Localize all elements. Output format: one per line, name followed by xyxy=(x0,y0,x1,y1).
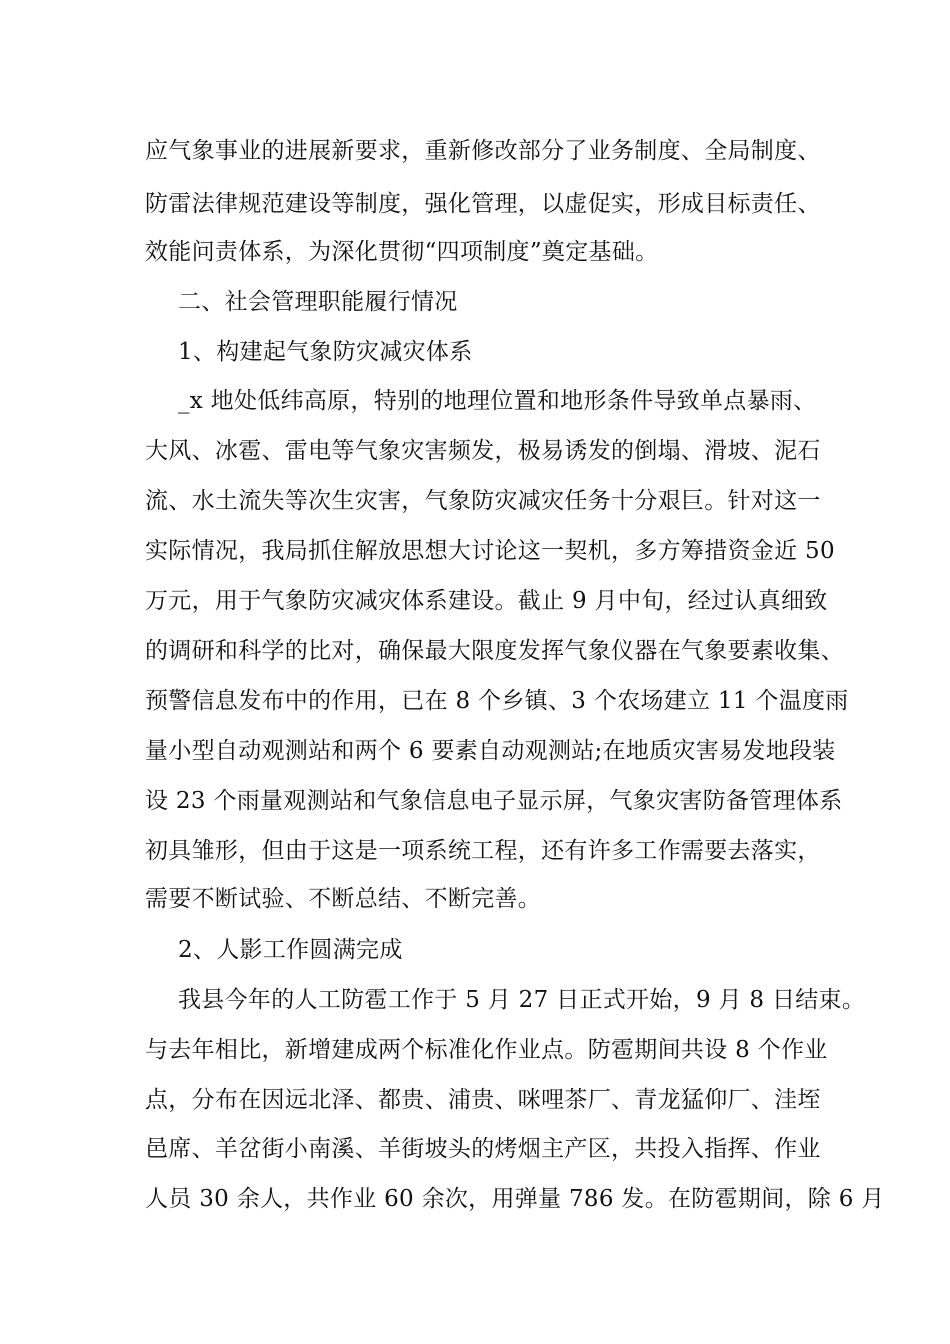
subsection-heading: 2、人影工作圆满完成 xyxy=(178,937,403,963)
paragraph-line: 预警信息发布中的作用，已在 8 个乡镇、3 个农场建立 11 个温度雨 xyxy=(145,688,849,714)
paragraph-line: 流、水土流失等次生灾害，气象防灾减灾任务十分艰巨。针对这一 xyxy=(145,488,821,514)
paragraph-line: 防雷法律规范建设等制度，强化管理，以虚促实，形成目标责任、 xyxy=(145,191,821,217)
paragraph-line: 与去年相比，新增建成两个标准化作业点。防雹期间共设 8 个作业 xyxy=(145,1037,828,1063)
paragraph-line: 点，分布在因远北泽、都贵、浦贵、咪哩茶厂、青龙猛仰厂、洼垤 xyxy=(145,1087,821,1113)
paragraph-line: 人员 30 余人，共作业 60 余次，用弹量 786 发。在防雹期间，除 6 月 xyxy=(145,1186,885,1212)
paragraph-line: 效能问责体系，为深化贯彻“四项制度”奠定基础。 xyxy=(145,239,659,265)
paragraph-line: 初具雏形，但由于这是一项系统工程，还有许多工作需要去落实， xyxy=(145,838,821,864)
paragraph-line: 量小型自动观测站和两个 6 要素自动观测站;在地质灾害易发地段装 xyxy=(145,738,836,764)
paragraph-line: 的调研和科学的比对，确保最大限度发挥气象仪器在气象要素收集、 xyxy=(145,638,844,664)
subsection-heading: 1、构建起气象防灾减灾体系 xyxy=(178,339,473,365)
paragraph-line: _x 地处低纬高原，特别的地理位置和地形条件导致单点暴雨、 xyxy=(178,388,817,414)
paragraph-line: 应气象事业的进展新要求，重新修改部分了业务制度、全局制度、 xyxy=(145,138,821,164)
paragraph-line: 需要不断试验、不断总结、不断完善。 xyxy=(145,886,542,912)
paragraph-line: 大风、冰雹、雷电等气象灾害频发，极易诱发的倒塌、滑坡、泥石 xyxy=(145,438,821,464)
paragraph-line: 设 23 个雨量观测站和气象信息电子显示屏，气象灾害防备管理体系 xyxy=(145,788,843,814)
paragraph-line: 我县今年的人工防雹工作于 5 月 27 日正式开始，9 月 8 日结束。 xyxy=(178,987,866,1013)
section-heading: 二、社会管理职能履行情况 xyxy=(178,289,458,315)
paragraph-line: 万元，用于气象防灾减灾体系建设。截止 9 月中旬，经过认真细致 xyxy=(145,588,828,614)
paragraph-line: 实际情况，我局抓住解放思想大讨论这一契机，多方筹措资金近 50 xyxy=(145,538,835,564)
paragraph-line: 邑席、羊岔街小南溪、羊街坡头的烤烟主产区，共投入指挥、作业 xyxy=(145,1136,821,1162)
